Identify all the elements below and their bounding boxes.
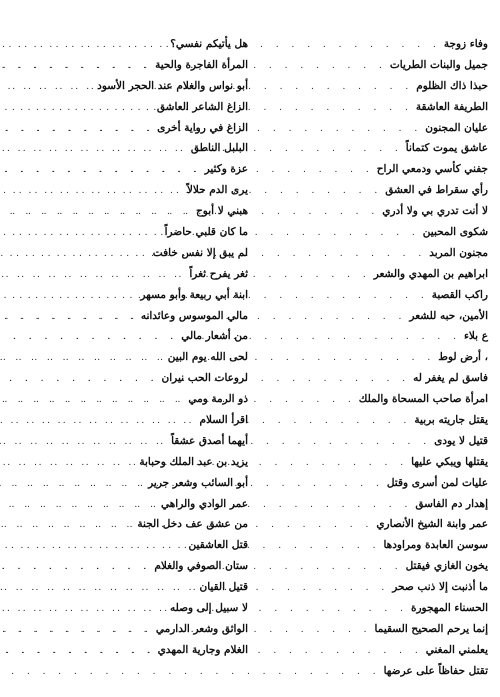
toc-entry xyxy=(276,347,488,368)
toc-entry-title: البلبل الناطق xyxy=(190,142,248,155)
dot-leader xyxy=(0,557,151,578)
toc-entry-title: الزاغ في رواية أخرى xyxy=(157,121,248,134)
toc-entry xyxy=(36,76,248,97)
toc-entry xyxy=(276,556,488,577)
dot-leader xyxy=(0,244,150,265)
toc-entry-title: لروعات الحب نيران xyxy=(161,372,248,385)
toc-entry-title: هبني لا أبوح xyxy=(196,205,248,218)
toc-entry-title: قتيل لا يودى xyxy=(434,434,488,447)
toc-entry-title: ابنة أبي ربيعة وأبو مسهر xyxy=(140,288,248,301)
toc-entry xyxy=(276,264,488,285)
toc-entry-title: ع بلاء xyxy=(463,330,488,343)
toc-entry-title: ذو الرمة ومي xyxy=(188,393,248,406)
toc-entry-title: إنما يرحم الصحيح السقيما xyxy=(374,622,488,635)
toc-entry xyxy=(276,285,488,306)
toc-entry-title: حبذا ذاك الظلوم xyxy=(416,79,488,92)
toc-entry xyxy=(36,598,248,619)
toc-entry xyxy=(276,368,488,389)
toc-entry xyxy=(276,118,488,139)
toc-entry xyxy=(276,598,488,619)
toc-entry xyxy=(36,306,248,327)
dot-leader xyxy=(0,223,162,244)
toc-entry-title: يعلمني المغني xyxy=(425,643,488,656)
toc-entry-title: يرى الدم حلالاً xyxy=(186,184,248,197)
dot-leader xyxy=(0,35,167,56)
toc-entry-title: وفاء زوجة xyxy=(443,38,488,50)
toc-entry xyxy=(36,431,248,452)
toc-entry-title: إهدار دم الفاسق xyxy=(415,497,488,510)
dot-leader xyxy=(0,620,153,641)
toc-entry xyxy=(276,138,488,159)
toc-entry xyxy=(36,535,248,556)
dot-leader xyxy=(0,578,197,599)
toc-entry xyxy=(276,452,488,473)
toc-entry-title: تقتل حفاظاً على عرضها xyxy=(383,664,488,677)
toc-entry xyxy=(36,389,248,410)
toc-entry xyxy=(276,180,488,201)
toc-entry xyxy=(276,410,488,431)
toc-entry-title: عليان المجنون xyxy=(425,121,488,134)
toc-entry-title: الأمين، حبه للشعر xyxy=(409,309,488,322)
toc-entry xyxy=(36,368,248,389)
toc-entry xyxy=(276,431,488,452)
toc-entry xyxy=(276,577,488,598)
toc-entry-title: من أشعار مالي xyxy=(181,330,248,343)
toc-entry xyxy=(36,264,248,285)
toc-entry xyxy=(276,243,488,264)
toc-entry xyxy=(276,640,488,661)
toc-entry-title: اقرأ السلام xyxy=(199,414,248,427)
toc-entry xyxy=(36,55,248,76)
toc-entry-title: أبو نواس والغلام عند الحجر الأسود xyxy=(97,79,248,92)
toc-entry-title: يقتل جاريته بربية xyxy=(414,414,488,427)
toc-entry-title: ، أرض لوط xyxy=(438,351,488,364)
toc-entry xyxy=(36,118,248,139)
toc-entry xyxy=(36,473,248,494)
toc-entry xyxy=(276,55,488,76)
toc-entry-title: الواثق وشعر الدارمي xyxy=(155,622,248,635)
dot-leader xyxy=(0,119,154,140)
toc-entry-title: يقتلها ويبكي عليها xyxy=(411,455,488,468)
toc-entry xyxy=(36,180,248,201)
toc-entry xyxy=(36,222,248,243)
toc-entry-title: الحسناء المهجورة xyxy=(410,602,488,615)
toc-entry-title: عاشق يموت كتماناً xyxy=(405,142,488,155)
toc-entry-title: عزة وكثير xyxy=(204,163,248,176)
toc-entry-title: هل يأتيكم نفسي؟ xyxy=(170,38,248,50)
toc-entry xyxy=(36,159,248,180)
dot-leader xyxy=(0,641,155,662)
dot-leader xyxy=(0,411,196,432)
toc-entry xyxy=(276,619,488,640)
toc-entry-title: من عشق عف دخل الجنة xyxy=(137,518,248,531)
dot-leader xyxy=(0,56,152,77)
toc-entry xyxy=(276,222,488,243)
toc-entry-title: ما كان قلبي حاضراً xyxy=(164,226,248,239)
toc-entry-title: قتيل القيان xyxy=(199,581,248,594)
toc-entry xyxy=(276,201,488,222)
toc-entry-title: امرأة صاحب المسحاة والملك xyxy=(358,393,488,406)
toc-entry xyxy=(276,159,488,180)
toc-entry xyxy=(276,514,488,535)
toc-entry-title: مالي الموسوس وعائدانه xyxy=(140,309,248,322)
dot-leader xyxy=(0,77,94,98)
toc-entry-title: جميل والبنات الطريات xyxy=(389,58,488,71)
toc-entry-title: الغلام وجارية المهدي xyxy=(157,643,248,656)
dot-leader xyxy=(0,307,138,328)
dot-leader xyxy=(0,515,134,536)
dot-leader xyxy=(0,181,184,202)
toc-entry xyxy=(276,661,488,682)
toc-entry xyxy=(276,389,488,410)
toc-entry xyxy=(36,640,248,661)
toc-entry-title: مجنون المربد xyxy=(429,246,488,259)
toc-entry-title: يخون الغازي فيقتل xyxy=(405,560,488,573)
dot-leader xyxy=(0,369,159,390)
toc-entry-title: عليات لمن أسرى وقتل xyxy=(386,476,488,489)
toc-entry xyxy=(276,494,488,515)
toc-column-right xyxy=(276,34,488,682)
dot-leader xyxy=(0,202,193,223)
toc-entry-title: الزاغ الشاعر العاشق xyxy=(156,100,248,113)
dot-leader xyxy=(0,453,136,474)
toc-entry xyxy=(276,76,488,97)
toc-entry-title: ثغر يفرح ثغراً xyxy=(189,267,248,280)
toc-entry-title: ابراهيم بن المهدي والشعر xyxy=(373,267,488,280)
dot-leader xyxy=(0,139,188,160)
toc-entry-title: لا سبيل إلى وصله xyxy=(169,602,248,615)
toc-entry xyxy=(36,514,248,535)
toc-entry xyxy=(36,494,248,515)
dot-leader xyxy=(0,98,154,119)
toc-entry xyxy=(276,306,488,327)
dot-leader xyxy=(0,432,168,453)
toc-entry xyxy=(36,326,248,347)
toc-entry-title: فاسق لم يغفر له xyxy=(413,372,488,385)
toc-entry-title: قتل العاشقين xyxy=(188,539,248,552)
toc-entry-title: لا أنت تدري بي ولا أدري xyxy=(382,205,488,218)
dot-leader xyxy=(0,265,186,286)
toc-entry-title: المرأة الفاجرة والحية xyxy=(155,58,248,71)
toc-entry xyxy=(276,97,488,118)
toc-entry xyxy=(276,326,488,347)
toc-entry-title: راكب القصبة xyxy=(431,288,488,301)
toc-entry-title: لحى الله يوم البين xyxy=(167,351,248,364)
toc-entry-title: أبو السائب وشعر جرير xyxy=(148,476,248,489)
toc-entry-title: شكوى المحبين xyxy=(422,226,488,239)
toc-entry-title: عمر وابنة الشيخ الأنصاري xyxy=(376,518,488,531)
toc-entry xyxy=(36,577,248,598)
toc-entry-title: ستان الصوفي والغلام xyxy=(154,560,248,573)
toc-column-left xyxy=(36,34,248,661)
dot-leader xyxy=(0,536,186,557)
toc-entry xyxy=(276,535,488,556)
dot-leader xyxy=(0,474,145,495)
dot-leader xyxy=(0,495,158,516)
dot-leader xyxy=(0,160,202,181)
dot-leader xyxy=(0,286,137,307)
toc-entry xyxy=(36,556,248,577)
toc-entry xyxy=(36,452,248,473)
toc-entry xyxy=(36,285,248,306)
dot-leader xyxy=(0,390,185,411)
toc-entry xyxy=(36,410,248,431)
toc-entry-title: ما أذنبت إلا ذنب صحر xyxy=(392,581,488,594)
toc-entry xyxy=(36,34,248,55)
toc-entry xyxy=(36,243,248,264)
toc-entry-title: يزيد بن عبد الملك وحبابة xyxy=(139,455,248,468)
toc-entry xyxy=(36,97,248,118)
dot-leader xyxy=(0,327,178,348)
toc-entry xyxy=(276,473,488,494)
toc-entry-title: جفني كأسي ودمعي الراح xyxy=(376,163,488,176)
toc-entry-title: الطريفة العاشقة xyxy=(415,100,488,113)
toc-entry xyxy=(36,201,248,222)
dot-leader xyxy=(0,662,381,683)
toc-entry xyxy=(276,34,488,55)
toc-entry xyxy=(36,347,248,368)
toc-entry-title: رأي سقراط في العشق xyxy=(385,184,488,197)
toc-entry xyxy=(36,138,248,159)
toc-entry-title: سوسن العابدة ومراودها xyxy=(383,539,488,552)
toc-entry-title: عمر الوادي والراهي xyxy=(161,497,248,510)
dot-leader xyxy=(0,599,167,620)
toc-entry xyxy=(36,619,248,640)
toc-entry-title: أيهما أصدق عشقاً xyxy=(171,434,248,447)
dot-leader xyxy=(0,348,165,369)
toc-entry-title: لم يبق إلا نفس خافت xyxy=(152,246,248,259)
